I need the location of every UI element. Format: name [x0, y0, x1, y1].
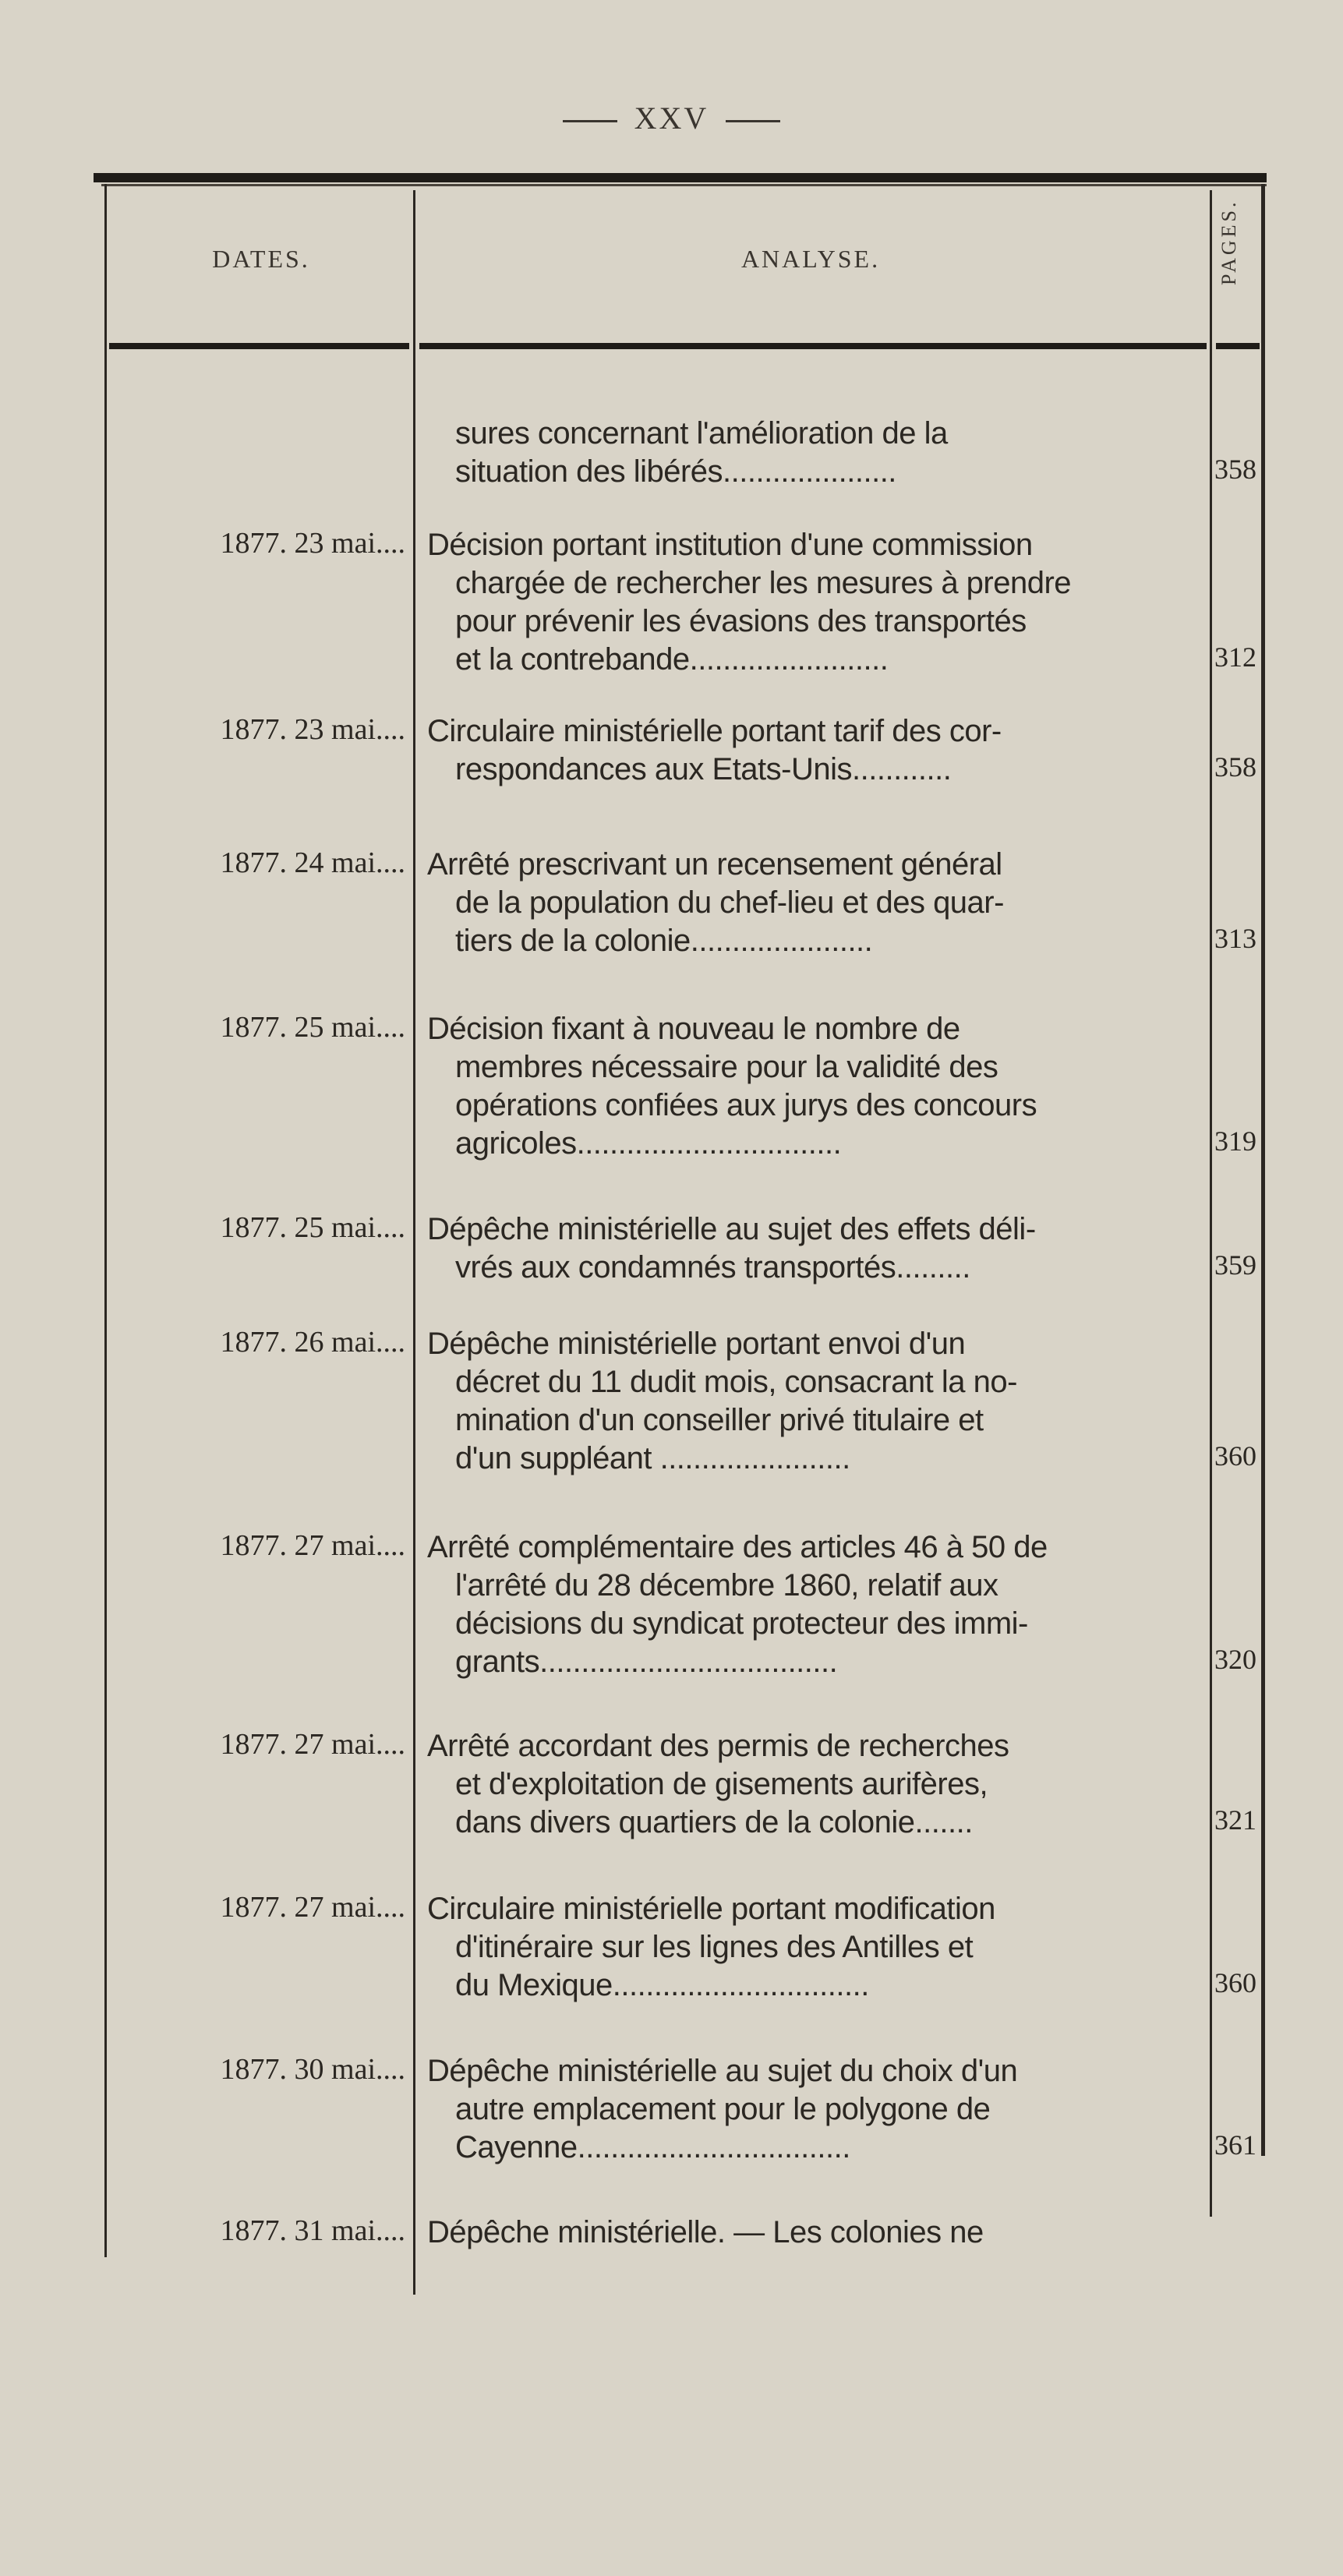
- analysis-line: opérations confiées aux jurys des concours: [455, 1088, 1037, 1122]
- entry-page-number: 360: [1214, 1967, 1256, 1998]
- entry-date: 1877. 30 mai....: [220, 2053, 405, 2086]
- entry-page-number: 319: [1214, 1125, 1256, 1157]
- analysis-line: Décision portant institution d'une commission: [427, 528, 1033, 562]
- entry-analysis: [427, 526, 1207, 679]
- entry-date: 1877. 31 mai....: [220, 2214, 405, 2247]
- header-dash-left: [563, 120, 617, 122]
- top-rule-thin: [101, 184, 1267, 186]
- entry-analysis: [427, 1325, 1207, 1478]
- column-header-analyse: ANALYSE.: [740, 245, 881, 273]
- entry-page-number: 312: [1214, 641, 1256, 673]
- analysis-line: grants....................................: [455, 1645, 838, 1679]
- analysis-line: vrés aux condamnés transportés.........: [455, 1250, 970, 1284]
- analysis-line: agricoles................................: [455, 1126, 842, 1161]
- column-header-pages: PAGES.: [1218, 199, 1240, 286]
- analysis-line: membres nécessaire pour la validité des: [455, 1050, 998, 1084]
- analysis-line: pour prévenir les évasions des transportés: [455, 604, 1027, 638]
- column-divider-dates: [413, 190, 415, 2295]
- analysis-line: dans divers quartiers de la colonie.......: [455, 1805, 973, 1839]
- analysis-line: et d'exploitation de gisements aurifères,: [455, 1767, 988, 1801]
- analysis-line: du Mexique...............................: [455, 1968, 869, 2002]
- analysis-line: décisions du syndicat protecteur des immi-: [455, 1606, 1028, 1641]
- entry-analysis: [427, 1890, 1207, 2005]
- header-rule-analyse: [419, 343, 1207, 349]
- page-number-roman: XXV: [634, 101, 709, 136]
- analysis-line: Dépêche ministérielle. — Les colonies ne: [427, 2215, 984, 2249]
- entry-date: 1877. 23 mai....: [220, 527, 405, 560]
- entry-analysis: [427, 1528, 1207, 1681]
- analysis-line: décret du 11 dudit mois, consacrant la no-: [455, 1365, 1017, 1399]
- entry-analysis: [427, 415, 1207, 491]
- column-divider-pages: [1210, 190, 1212, 2217]
- entry-date: 1877. 27 mai....: [220, 1891, 405, 1924]
- entry-date: 1877. 26 mai....: [220, 1326, 405, 1359]
- analysis-line: tiers de la colonie......................: [455, 924, 873, 958]
- entry-analysis: [427, 1727, 1207, 1842]
- analysis-line: Arrêté complémentaire des articles 46 à 50 de: [427, 1530, 1048, 1564]
- index-table: [94, 173, 1267, 2270]
- analysis-line: d'un suppléant .......................: [455, 1441, 850, 1475]
- entry-analysis: [427, 712, 1207, 789]
- analysis-line: autre emplacement pour le polygone de: [455, 2092, 991, 2126]
- column-header-dates: DATES.: [212, 245, 310, 273]
- analysis-line: Dépêche ministérielle au sujet des effets déli-: [427, 1212, 1036, 1246]
- analysis-line: Cayenne.................................: [455, 2130, 850, 2164]
- analysis-line: Dépêche ministérielle au sujet du choix d'un: [427, 2054, 1018, 2088]
- header-dash-right: [726, 120, 780, 122]
- entry-page-number: 358: [1214, 751, 1256, 783]
- entry-date: 1877. 23 mai....: [220, 713, 405, 746]
- entry-page-number: 360: [1214, 1440, 1256, 1472]
- entry-page-number: 321: [1214, 1804, 1256, 1836]
- header-rule-dates: [109, 343, 409, 349]
- entry-date: 1877. 25 mai....: [220, 1011, 405, 1044]
- analysis-line: Arrêté prescrivant un recensement général: [427, 847, 1002, 882]
- analysis-line: de la population du chef-lieu et des quar-: [455, 885, 1004, 920]
- analysis-line: sures concernant l'amélioration de la: [455, 416, 948, 451]
- entry-page-number: 313: [1214, 923, 1256, 954]
- top-rule: [94, 173, 1267, 182]
- header-rule-pages: [1216, 343, 1260, 349]
- entry-date: 1877. 25 mai....: [220, 1211, 405, 1244]
- analysis-line: et la contrebande........................: [455, 642, 889, 677]
- entry-page-number: 361: [1214, 2129, 1256, 2161]
- entry-analysis: [427, 846, 1207, 960]
- entry-analysis: [427, 2214, 1207, 2252]
- entry-analysis: [427, 2052, 1207, 2167]
- analysis-line: mination d'un conseiller privé titulaire et: [455, 1403, 984, 1437]
- analysis-line: situation des libérés.....................: [455, 454, 896, 489]
- entry-date: 1877. 24 mai....: [220, 846, 405, 879]
- analysis-line: d'itinéraire sur les lignes des Antilles et: [455, 1930, 974, 1964]
- analysis-line: Dépêche ministérielle portant envoi d'un: [427, 1327, 966, 1361]
- page-header: [0, 100, 1343, 136]
- analysis-line: l'arrêté du 28 décembre 1860, relatif aux: [455, 1568, 998, 1602]
- analysis-line: respondances aux Etats-Unis............: [455, 752, 952, 786]
- entry-page-number: 320: [1214, 1644, 1256, 1675]
- entry-page-number: 358: [1214, 454, 1256, 485]
- entry-date: 1877. 27 mai....: [220, 1728, 405, 1761]
- analysis-line: Décision fixant à nouveau le nombre de: [427, 1012, 960, 1046]
- analysis-line: Circulaire ministérielle portant tarif des cor-: [427, 714, 1002, 748]
- analysis-line: chargée de rechercher les mesures à prendre: [455, 566, 1072, 600]
- analysis-line: Circulaire ministérielle portant modification: [427, 1892, 995, 1926]
- entry-analysis: [427, 1010, 1207, 1163]
- entry-analysis: [427, 1210, 1207, 1287]
- analysis-line: Arrêté accordant des permis de recherches: [427, 1729, 1009, 1763]
- right-border: [1261, 184, 1265, 2156]
- entry-date: 1877. 27 mai....: [220, 1529, 405, 1562]
- entry-page-number: 359: [1214, 1249, 1256, 1281]
